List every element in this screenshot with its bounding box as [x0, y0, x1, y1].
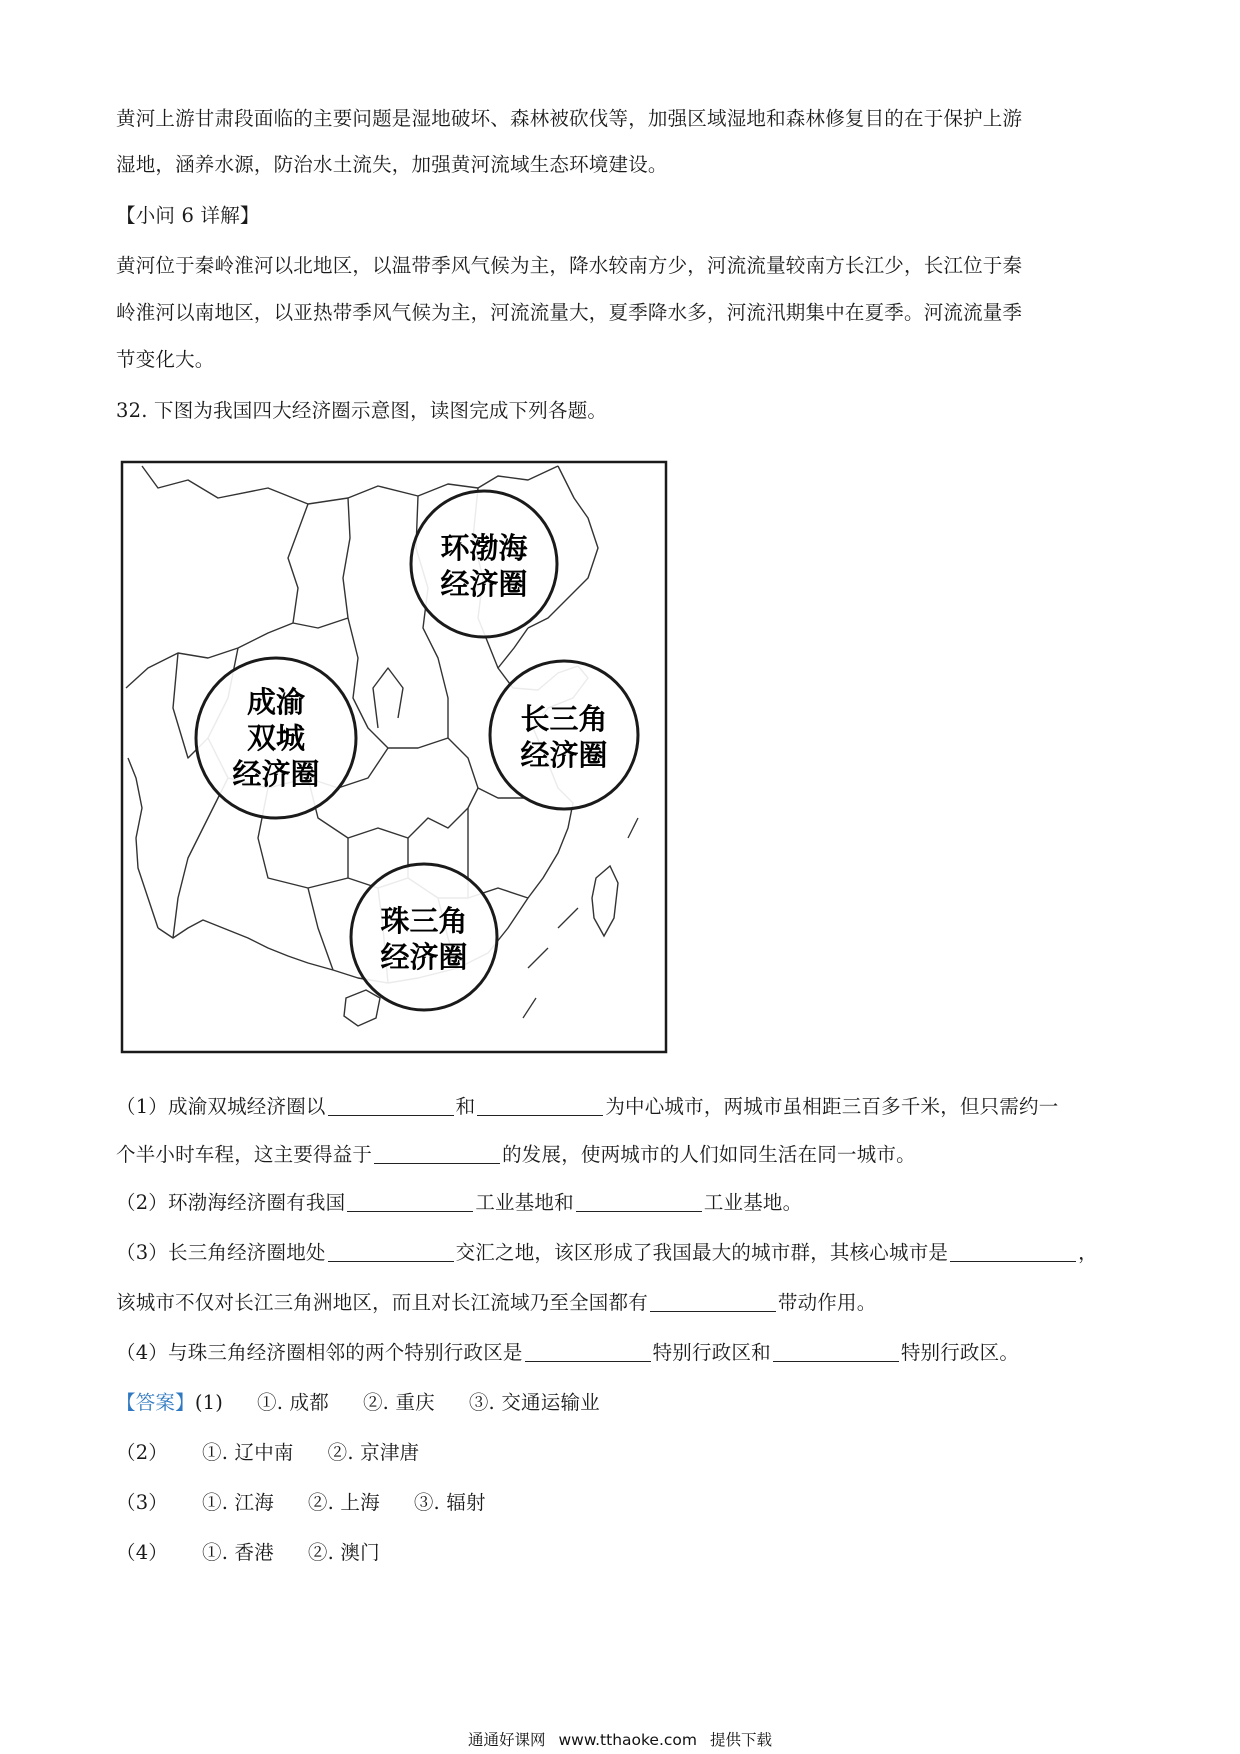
zhusanjiao-label-1: 珠三角	[380, 904, 468, 938]
zhusanjiao-circle	[351, 864, 497, 1010]
q3-line-2	[116, 1290, 876, 1316]
changsanjiao-label-2: 经济圈	[520, 738, 608, 772]
intro-line-2: 湿地，涵养水源，防治水土流失，加强黄河流域生态环境建设。	[116, 153, 668, 176]
zhusanjiao-label-2: 经济圈	[380, 940, 468, 974]
q1-line-1	[116, 1094, 1058, 1120]
detail6-heading: 【小问 6 详解】	[116, 204, 260, 227]
answer-2-opt-1: ①. 辽中南	[202, 1441, 294, 1464]
q3-blank-3[interactable]	[650, 1291, 776, 1312]
answer-1-opt-2: ②. 重庆	[362, 1391, 435, 1414]
q1-blank-1[interactable]	[328, 1095, 454, 1116]
q1-text-c: 为中心城市，两城市虽相距三百多千米，但只需约一	[605, 1095, 1059, 1118]
q4-text-c: 特别行政区。	[900, 1341, 1020, 1364]
huanbohai-label-1: 环渤海	[440, 531, 528, 565]
q3-line-1	[116, 1240, 1098, 1266]
footer-note: 提供下载	[709, 1731, 772, 1749]
q2-line	[116, 1190, 802, 1216]
answer-4-num: （4）	[116, 1541, 169, 1564]
answer-4-opt-2: ②. 澳门	[307, 1541, 380, 1564]
economic-circles-map	[118, 458, 670, 1056]
huanbohai-circle	[411, 491, 557, 637]
answer-2-num: （2）	[116, 1441, 169, 1464]
q3-blank-1[interactable]	[328, 1241, 454, 1262]
answer-3-opt-1: ①. 江海	[202, 1491, 274, 1514]
q3-text-e: 带动作用。	[777, 1291, 877, 1314]
answer-1-opt-1: ①. 成都	[257, 1391, 329, 1414]
answer-label: 【答案】	[116, 1391, 195, 1414]
q2-blank-1[interactable]	[347, 1191, 473, 1212]
detail6-line-1: 黄河位于秦岭淮河以北地区，以温带季风气候为主，降水较南方少，河流流量较南方长江少，长江位于秦	[116, 254, 1023, 277]
answer-line-3	[116, 1490, 486, 1516]
q4-line	[116, 1340, 1019, 1366]
answer-3-num: （3）	[116, 1491, 169, 1514]
changsanjiao-circle	[490, 661, 638, 809]
answer-1-opt-3: ③. 交通运输业	[468, 1391, 600, 1414]
chengyu-circle	[196, 658, 356, 818]
answer-3-opt-3: ③. 辐射	[413, 1491, 486, 1514]
answer-line-1	[116, 1390, 600, 1416]
q4-text-a: （4）与珠三角经济圈相邻的两个特别行政区是	[116, 1341, 523, 1364]
question-stem: 32. 下图为我国四大经济圈示意图，读图完成下列各题。	[116, 399, 608, 422]
detail6-line-3: 节变化大。	[116, 348, 215, 371]
answer-4-opt-1: ①. 香港	[202, 1541, 274, 1564]
chengyu-label-2: 双城	[246, 721, 306, 755]
q1-text-b: 和	[455, 1095, 476, 1118]
q1-line-2	[116, 1142, 916, 1168]
q3-text-a: （3）长三角经济圈地处	[116, 1241, 326, 1264]
answer-line-4	[116, 1540, 380, 1566]
q2-text-a: （2）环渤海经济圈有我国	[116, 1191, 346, 1214]
q1-text-a: （1）成渝双城经济圈以	[116, 1095, 326, 1118]
q4-blank-2[interactable]	[773, 1341, 899, 1362]
q2-blank-2[interactable]	[576, 1191, 702, 1212]
q3-text-b: 交汇之地，该区形成了我国最大的城市群，其核心城市是	[455, 1241, 949, 1264]
q3-text-d: 该城市不仅对长江三角洲地区，而且对长江流域乃至全国都有	[116, 1291, 648, 1314]
footer-site: 通通好课网	[468, 1731, 546, 1749]
detail6-line-2: 岭淮河以南地区，以亚热带季风气候为主，河流流量大，夏季降水多，河流汛期集中在夏季。河流流量季	[116, 301, 1023, 324]
q1-blank-3[interactable]	[374, 1143, 500, 1164]
answer-1-num: (1)	[194, 1391, 224, 1414]
q4-blank-1[interactable]	[525, 1341, 651, 1362]
q4-text-b: 特别行政区和	[652, 1341, 771, 1364]
q3-blank-2[interactable]	[950, 1241, 1076, 1262]
q1-blank-2[interactable]	[477, 1095, 603, 1116]
footer-url[interactable]: www.tthaoke.com	[558, 1731, 697, 1749]
q1-text-e: 的发展，使两城市的人们如同生活在同一城市。	[502, 1143, 916, 1166]
page-footer	[0, 1728, 1240, 1750]
chengyu-label-3: 经济圈	[232, 757, 320, 791]
q2-text-c: 工业基地。	[703, 1191, 803, 1214]
huanbohai-label-2: 经济圈	[440, 567, 528, 601]
q2-text-b: 工业基地和	[475, 1191, 574, 1214]
chengyu-label-1: 成渝	[246, 685, 306, 719]
intro-line-1: 黄河上游甘肃段面临的主要问题是湿地破坏、森林被砍伐等，加强区域湿地和森林修复目的在于保护上游	[116, 107, 1023, 130]
answer-2-opt-2: ②. 京津唐	[327, 1441, 420, 1464]
answer-line-2	[116, 1440, 419, 1466]
q1-text-d: 个半小时车程，这主要得益于	[116, 1143, 373, 1166]
changsanjiao-label-1: 长三角	[520, 702, 608, 736]
answer-3-opt-2: ②. 上海	[307, 1491, 380, 1514]
q3-text-c: ，	[1078, 1241, 1098, 1264]
